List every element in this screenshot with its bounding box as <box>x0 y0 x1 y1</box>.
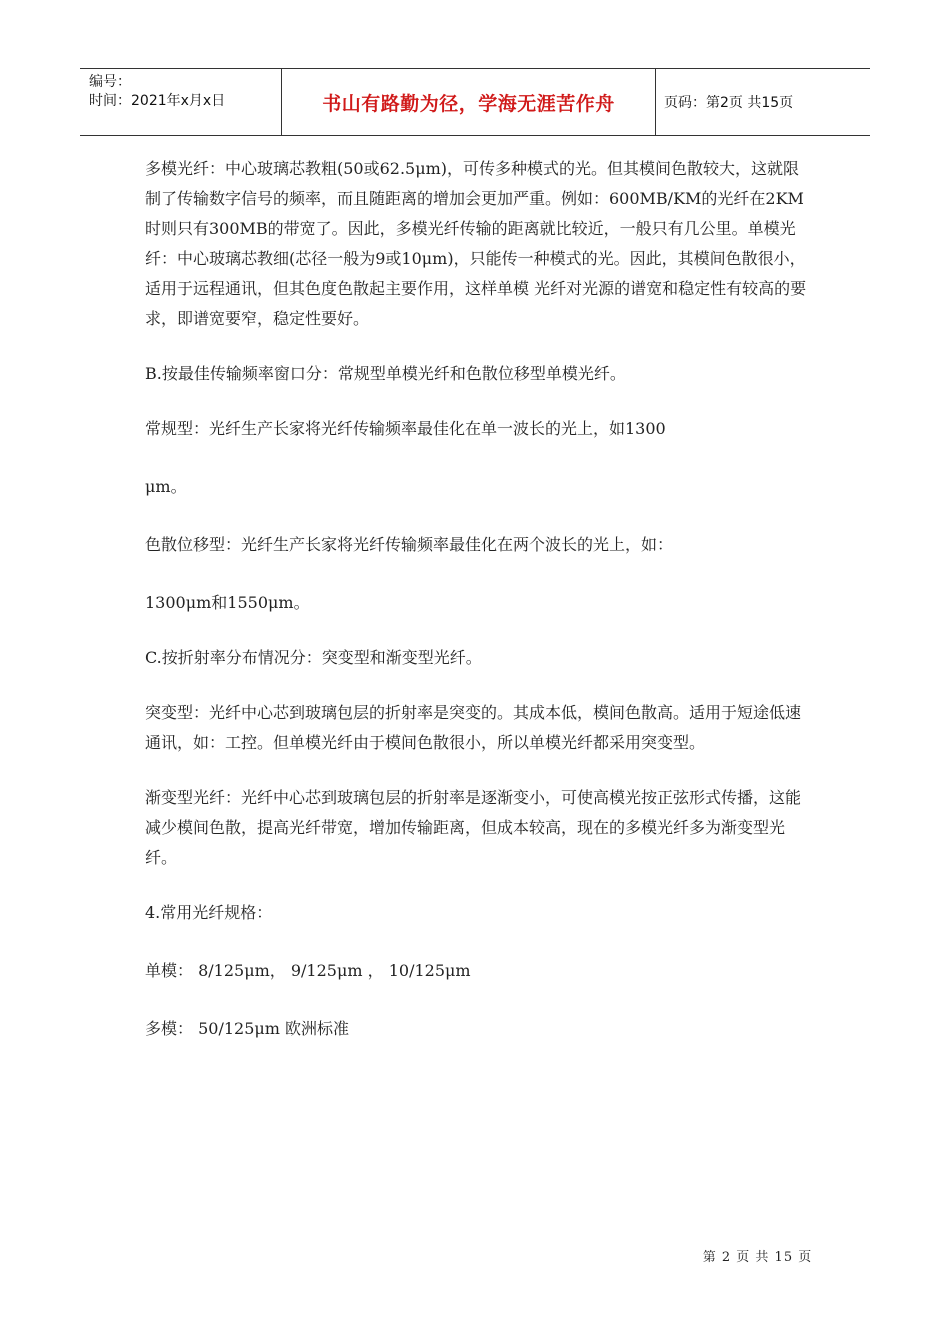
document-date: 时间：2021年x月x日 <box>89 93 226 109</box>
paragraph-dispersion-shifted: 色散位移型：光纤生产长家将光纤传输频率最佳化在两个波长的光上，如： <box>145 535 674 554</box>
page-footer <box>0 1246 950 1265</box>
header-meta <box>80 69 282 135</box>
page-header <box>80 68 870 136</box>
paragraph-singlemode-specs: 单模： 8/125μm， 9/125μm ， 10/125μm <box>145 961 471 980</box>
paragraph-conventional: 常规型：光纤生产长家将光纤传输频率最佳化在单一波长的光上，如1300 <box>145 419 666 438</box>
header-page-number: 页码：第2页 共15页 <box>664 95 794 111</box>
paragraph-step-index: 突变型：光纤中心芯到玻璃包层的折射率是突变的。其成本低，模间色散高。适用于短途低速通讯，如：工控。但单模光纤由于模间色散很小，所以单模光纤都采用突变型。 <box>145 703 802 752</box>
paragraph-multimode-singlemode: 多模光纤：中心玻璃芯教粗(50或62.5μm)，可传多种模式的光。但其模间色散较大，这就限制了传输数字信号的频率，而且随距离的增加会更加严重。例如：600MB/KM的光纤在2KM时则只有300MB的带宽了。因此，多模光纤传输的距离就比较近，一般只有几公里。单模光纤：中心玻璃芯教细(芯径一般为9或10μm)，只能传一种模式的光。因此，其模间色散很小，适用于远程通讯，但其色度色散起主要作用，这样单模 光纤对光源的谱宽和稳定性有较高的要求，即谱宽要窄，稳定性要好。 <box>145 159 807 328</box>
paragraph-section-c: C.按折射率分布情况分：突变型和渐变型光纤。 <box>145 648 482 667</box>
document-number-label: 编号： <box>89 74 131 90</box>
paragraph-section-b: B.按最佳传输频率窗口分：常规型单模光纤和色散位移型单模光纤。 <box>145 364 626 383</box>
paragraph-section-4: 4.常用光纤规格： <box>145 903 273 922</box>
paragraph-conventional-unit: μm。 <box>145 477 187 496</box>
paragraph-dispersion-wavelengths: 1300μm和1550μm。 <box>145 593 310 612</box>
footer-page-number: 第 2 页 共 15 页 <box>702 1250 813 1265</box>
paragraph-multimode-specs: 多模： 50/125μm 欧洲标准 <box>145 1019 350 1038</box>
header-motto: 书山有路勤为径，学海无涯苦作舟 <box>282 69 656 135</box>
paragraph-graded-index: 渐变型光纤：光纤中心芯到玻璃包层的折射率是逐渐变小，可使高模光按正弦形式传播，这能减少模间色散，提高光纤带宽，增加传输距离，但成本较高，现在的多模光纤多为渐变型光纤。 <box>145 788 802 867</box>
document-body <box>145 154 810 1044</box>
